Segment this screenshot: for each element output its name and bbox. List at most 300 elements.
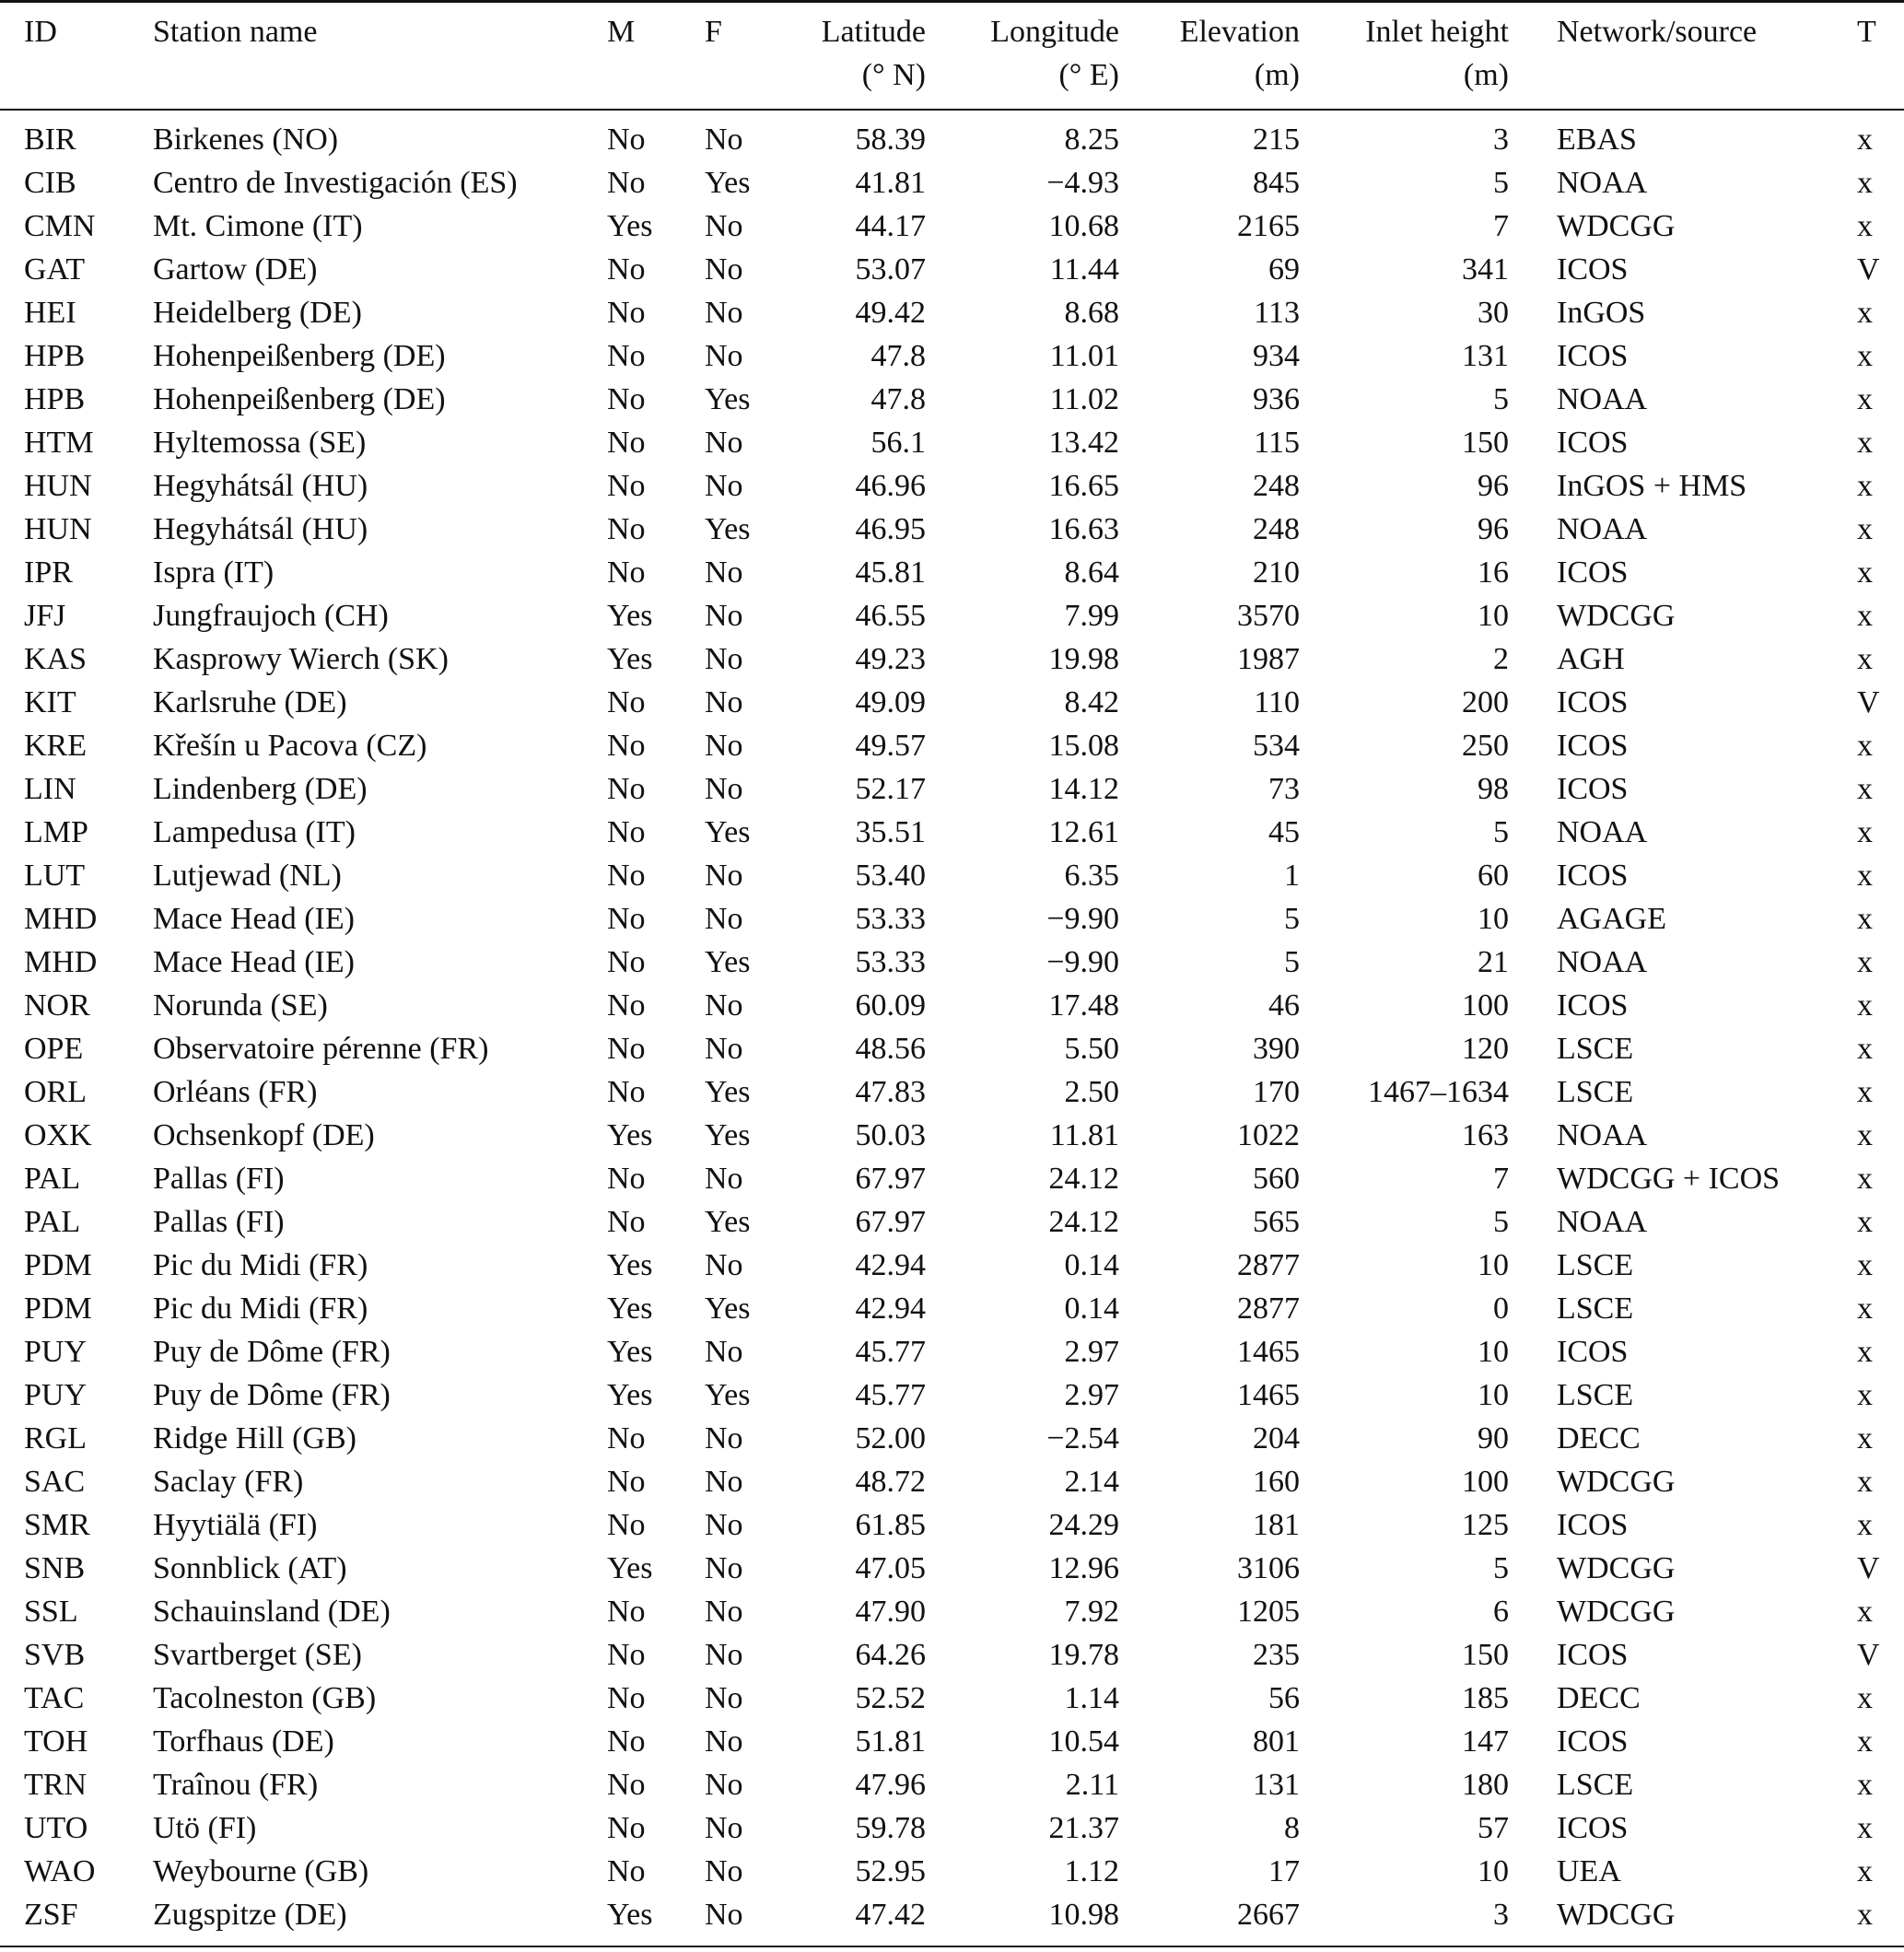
cell-m: No (607, 1075, 646, 1109)
table-row (0, 1287, 1904, 1330)
cell-longitude: 8.25 (1064, 123, 1119, 157)
cell-m: No (607, 685, 646, 719)
cell-network-source: DECC (1557, 1681, 1641, 1715)
cell-station-name: Lampedusa (IT) (153, 815, 356, 849)
cell-f: No (705, 1551, 743, 1585)
cell-latitude: 64.26 (855, 1638, 926, 1672)
cell-t: x (1857, 815, 1873, 849)
cell-latitude: 49.42 (855, 296, 926, 330)
cell-network-source: ICOS (1557, 252, 1629, 286)
cell-inlet-height: 100 (1462, 1465, 1509, 1499)
cell-elevation: 534 (1253, 729, 1300, 763)
cell-elevation: 845 (1253, 166, 1300, 200)
cell-latitude: 47.90 (855, 1595, 926, 1629)
cell-latitude: 49.57 (855, 729, 926, 763)
cell-longitude: −4.93 (1046, 166, 1119, 200)
cell-inlet-height: 5 (1493, 382, 1509, 416)
cell-longitude: 12.96 (1048, 1551, 1119, 1585)
cell-latitude: 47.83 (855, 1075, 926, 1109)
cell-latitude: 45.77 (855, 1335, 926, 1369)
cell-inlet-height: 60 (1478, 859, 1509, 893)
cell-id: TAC (24, 1681, 85, 1715)
cell-inlet-height: 200 (1462, 685, 1509, 719)
cell-longitude: 0.14 (1064, 1248, 1119, 1282)
cell-elevation: 160 (1253, 1465, 1300, 1499)
cell-inlet-height: 250 (1462, 729, 1509, 763)
cell-latitude: 61.85 (855, 1508, 926, 1542)
cell-f: No (705, 1681, 743, 1715)
cell-longitude: 19.98 (1048, 642, 1119, 676)
cell-latitude: 49.09 (855, 685, 926, 719)
cell-t: x (1857, 339, 1873, 373)
cell-network-source: WDCGG (1557, 1898, 1676, 1932)
cell-longitude: 11.02 (1049, 382, 1119, 416)
table-row (0, 1633, 1904, 1677)
cell-inlet-height: 5 (1493, 1205, 1509, 1239)
cell-latitude: 59.78 (855, 1811, 926, 1845)
cell-f: No (705, 1508, 743, 1542)
cell-inlet-height: 1467–1634 (1368, 1075, 1509, 1109)
cell-latitude: 46.95 (855, 512, 926, 546)
cell-f: No (705, 555, 743, 590)
cell-station-name: Hegyhátsál (HU) (153, 469, 368, 503)
cell-t: x (1857, 859, 1873, 893)
cell-f: No (705, 1854, 743, 1888)
cell-t: x (1857, 945, 1873, 979)
cell-longitude: 11.44 (1049, 252, 1119, 286)
cell-longitude: 7.92 (1064, 1595, 1119, 1629)
table-row (0, 897, 1904, 941)
table-row (0, 1677, 1904, 1720)
cell-id: RGL (24, 1421, 87, 1455)
cell-station-name: Puy de Dôme (FR) (153, 1335, 391, 1369)
cell-station-name: Birkenes (NO) (153, 123, 339, 157)
cell-id: SNB (24, 1551, 86, 1585)
cell-station-name: Orléans (FR) (153, 1075, 318, 1109)
table-row (0, 1503, 1904, 1547)
cell-t: x (1857, 512, 1873, 546)
cell-inlet-height: 10 (1478, 902, 1509, 936)
cell-id: CIB (24, 166, 76, 200)
header-t-label: T (1857, 15, 1876, 49)
cell-elevation: 69 (1268, 252, 1300, 286)
cell-latitude: 52.52 (855, 1681, 926, 1715)
cell-f: No (705, 209, 743, 243)
table-row (0, 811, 1904, 854)
cell-latitude: 50.03 (855, 1118, 926, 1152)
cell-t: x (1857, 1248, 1873, 1282)
table-row (0, 1027, 1904, 1070)
cell-f: No (705, 1248, 743, 1282)
cell-id: OXK (24, 1118, 92, 1152)
cell-network-source: NOAA (1557, 945, 1648, 979)
cell-network-source: ICOS (1557, 1724, 1629, 1759)
cell-station-name: Kasprowy Wierch (SK) (153, 642, 449, 676)
header-network-source (1509, 2, 1813, 111)
cell-network-source: ICOS (1557, 772, 1629, 806)
table-row (0, 291, 1904, 334)
table-row (0, 984, 1904, 1027)
cell-elevation: 181 (1253, 1508, 1300, 1542)
cell-inlet-height: 2 (1493, 642, 1509, 676)
cell-latitude: 52.95 (855, 1854, 926, 1888)
table-row (0, 421, 1904, 464)
table-row (0, 1417, 1904, 1460)
table-row (0, 1373, 1904, 1417)
cell-station-name: Lindenberg (DE) (153, 772, 368, 806)
cell-elevation: 390 (1253, 1032, 1300, 1066)
cell-network-source: WDCGG (1557, 1465, 1676, 1499)
cell-m: No (607, 555, 646, 590)
cell-longitude: 11.01 (1049, 339, 1119, 373)
cell-inlet-height: 16 (1478, 555, 1509, 590)
header-f-label: F (705, 15, 722, 49)
cell-t: x (1857, 166, 1873, 200)
cell-longitude: 2.14 (1064, 1465, 1119, 1499)
cell-inlet-height: 131 (1462, 339, 1509, 373)
cell-elevation: 565 (1253, 1205, 1300, 1239)
header-longitude (926, 2, 1119, 111)
table-row (0, 378, 1904, 421)
cell-station-name: Observatoire pérenne (FR) (153, 1032, 489, 1066)
cell-elevation: 1 (1284, 859, 1300, 893)
cell-id: HPB (24, 382, 86, 416)
cell-id: KRE (24, 729, 87, 763)
cell-network-source: InGOS + HMS (1557, 469, 1747, 503)
cell-elevation: 204 (1253, 1421, 1300, 1455)
cell-id: SSL (24, 1595, 78, 1629)
cell-id: ZSF (24, 1898, 78, 1932)
cell-f: No (705, 859, 743, 893)
cell-longitude: 16.65 (1048, 469, 1119, 503)
cell-t: x (1857, 1162, 1873, 1196)
table-row (0, 161, 1904, 205)
cell-inlet-height: 30 (1478, 296, 1509, 330)
cell-latitude: 44.17 (855, 209, 926, 243)
cell-longitude: 24.29 (1048, 1508, 1119, 1542)
cell-network-source: AGH (1557, 642, 1625, 676)
cell-id: BIR (24, 123, 76, 157)
cell-elevation: 56 (1268, 1681, 1300, 1715)
cell-elevation: 210 (1253, 555, 1300, 590)
cell-f: No (705, 599, 743, 633)
cell-m: No (607, 339, 646, 373)
cell-t: x (1857, 1595, 1873, 1629)
cell-m: Yes (607, 209, 653, 243)
cell-network-source: WDCGG (1557, 599, 1676, 633)
cell-f: Yes (705, 815, 751, 849)
cell-elevation: 801 (1253, 1724, 1300, 1759)
cell-latitude: 41.81 (855, 166, 926, 200)
cell-t: x (1857, 1118, 1873, 1152)
table-row (0, 464, 1904, 508)
cell-id: NOR (24, 988, 90, 1023)
cell-inlet-height: 163 (1462, 1118, 1509, 1152)
cell-id: SMR (24, 1508, 90, 1542)
cell-network-source: ICOS (1557, 426, 1629, 460)
cell-longitude: 21.37 (1048, 1811, 1119, 1845)
cell-inlet-height: 10 (1478, 1854, 1509, 1888)
cell-f: No (705, 123, 743, 157)
cell-f: No (705, 902, 743, 936)
cell-elevation: 110 (1254, 685, 1300, 719)
cell-elevation: 560 (1253, 1162, 1300, 1196)
cell-longitude: 17.48 (1048, 988, 1119, 1023)
cell-elevation: 46 (1268, 988, 1300, 1023)
cell-elevation: 73 (1268, 772, 1300, 806)
cell-f: No (705, 988, 743, 1023)
cell-elevation: 2667 (1237, 1898, 1300, 1932)
cell-station-name: Mt. Cimone (IT) (153, 209, 363, 243)
cell-elevation: 235 (1253, 1638, 1300, 1672)
cell-inlet-height: 5 (1493, 815, 1509, 849)
cell-station-name: Weybourne (GB) (153, 1854, 369, 1888)
cell-station-name: Heidelberg (DE) (153, 296, 362, 330)
cell-inlet-height: 10 (1478, 1248, 1509, 1282)
cell-f: No (705, 1162, 743, 1196)
cell-latitude: 53.07 (855, 252, 926, 286)
cell-id: MHD (24, 945, 98, 979)
cell-f: No (705, 426, 743, 460)
cell-f: No (705, 772, 743, 806)
cell-m: Yes (607, 1378, 653, 1412)
cell-id: KIT (24, 685, 76, 719)
cell-m: No (607, 1032, 646, 1066)
cell-elevation: 170 (1253, 1075, 1300, 1109)
cell-inlet-height: 10 (1478, 599, 1509, 633)
cell-elevation: 113 (1254, 296, 1300, 330)
cell-inlet-height: 341 (1462, 252, 1509, 286)
cell-elevation: 1465 (1237, 1335, 1300, 1369)
cell-f: Yes (705, 166, 751, 200)
header-latitude (802, 2, 926, 111)
cell-inlet-height: 21 (1478, 945, 1509, 979)
cell-m: Yes (607, 1335, 653, 1369)
header-inlet-height-label: Inlet height (1365, 15, 1509, 49)
cell-inlet-height: 10 (1478, 1335, 1509, 1369)
cell-elevation: 115 (1254, 426, 1300, 460)
table-row (0, 594, 1904, 637)
cell-m: Yes (607, 1551, 653, 1585)
cell-m: No (607, 1681, 646, 1715)
cell-network-source: WDCGG (1557, 1595, 1676, 1629)
cell-latitude: 52.00 (855, 1421, 926, 1455)
cell-m: No (607, 1854, 646, 1888)
cell-station-name: Hyltemossa (SE) (153, 426, 367, 460)
cell-f: No (705, 1768, 743, 1802)
table-row (0, 1806, 1904, 1850)
cell-station-name: Křešín u Pacova (CZ) (153, 729, 427, 763)
cell-m: No (607, 945, 646, 979)
cell-station-name: Pic du Midi (FR) (153, 1292, 368, 1326)
cell-longitude: 8.68 (1064, 296, 1119, 330)
cell-inlet-height: 125 (1462, 1508, 1509, 1542)
cell-t: x (1857, 209, 1873, 243)
cell-f: Yes (705, 1292, 751, 1326)
table-row (0, 1590, 1904, 1633)
cell-id: GAT (24, 252, 86, 286)
cell-elevation: 17 (1268, 1854, 1300, 1888)
cell-id: HTM (24, 426, 94, 460)
cell-latitude: 53.40 (855, 859, 926, 893)
cell-latitude: 48.56 (855, 1032, 926, 1066)
cell-latitude: 45.77 (855, 1378, 926, 1412)
cell-network-source: EBAS (1557, 123, 1637, 157)
cell-latitude: 52.17 (855, 772, 926, 806)
cell-t: x (1857, 1032, 1873, 1066)
cell-latitude: 42.94 (855, 1248, 926, 1282)
cell-longitude: 5.50 (1064, 1032, 1119, 1066)
cell-f: No (705, 685, 743, 719)
cell-longitude: 11.81 (1049, 1118, 1119, 1152)
cell-m: No (607, 512, 646, 546)
cell-longitude: 15.08 (1048, 729, 1119, 763)
cell-inlet-height: 96 (1478, 512, 1509, 546)
cell-inlet-height: 150 (1462, 1638, 1509, 1672)
cell-m: Yes (607, 1248, 653, 1282)
cell-m: No (607, 1205, 646, 1239)
cell-f: No (705, 1811, 743, 1845)
table-row (0, 767, 1904, 811)
cell-m: Yes (607, 1292, 653, 1326)
table-row (0, 854, 1904, 897)
cell-longitude: 6.35 (1064, 859, 1119, 893)
header-network-source-label: Network/source (1557, 15, 1758, 49)
cell-id: OPE (24, 1032, 84, 1066)
cell-station-name: Hegyhátsál (HU) (153, 512, 368, 546)
cell-network-source: DECC (1557, 1421, 1641, 1455)
cell-inlet-height: 0 (1493, 1292, 1509, 1326)
cell-station-name: Centro de Investigación (ES) (153, 166, 518, 200)
header-id-label: ID (24, 15, 57, 49)
cell-t: x (1857, 555, 1873, 590)
cell-network-source: ICOS (1557, 555, 1629, 590)
cell-longitude: 24.12 (1048, 1205, 1119, 1239)
cell-m: No (607, 729, 646, 763)
header-elevation-label: Elevation (1179, 15, 1300, 49)
cell-id: PAL (24, 1205, 81, 1239)
table-row (0, 334, 1904, 378)
cell-latitude: 53.33 (855, 902, 926, 936)
cell-station-name: Karlsruhe (DE) (153, 685, 347, 719)
cell-network-source: NOAA (1557, 1205, 1648, 1239)
cell-id: SAC (24, 1465, 86, 1499)
cell-latitude: 46.55 (855, 599, 926, 633)
cell-m: No (607, 166, 646, 200)
cell-f: Yes (705, 1205, 751, 1239)
cell-f: Yes (705, 382, 751, 416)
cell-latitude: 47.8 (870, 339, 926, 373)
cell-station-name: Pic du Midi (FR) (153, 1248, 368, 1282)
header-longitude-unit: (° E) (1058, 58, 1119, 92)
cell-t: x (1857, 1508, 1873, 1542)
cell-t: x (1857, 1335, 1873, 1369)
cell-m: No (607, 469, 646, 503)
cell-t: x (1857, 772, 1873, 806)
cell-id: SVB (24, 1638, 86, 1672)
cell-id: PUY (24, 1335, 88, 1369)
cell-t: x (1857, 1854, 1873, 1888)
cell-t: V (1857, 1638, 1880, 1672)
header-m (607, 2, 705, 111)
cell-f: No (705, 339, 743, 373)
cell-longitude: 10.98 (1048, 1898, 1119, 1932)
cell-f: No (705, 1032, 743, 1066)
table-row (0, 1244, 1904, 1287)
cell-longitude: 19.78 (1048, 1638, 1119, 1672)
cell-latitude: 51.81 (855, 1724, 926, 1759)
cell-t: x (1857, 1292, 1873, 1326)
cell-t: x (1857, 1768, 1873, 1802)
cell-elevation: 2877 (1237, 1248, 1300, 1282)
table-row (0, 1547, 1904, 1590)
cell-id: TOH (24, 1724, 88, 1759)
cell-elevation: 934 (1253, 339, 1300, 373)
cell-network-source: LSCE (1557, 1768, 1634, 1802)
cell-id: HUN (24, 469, 92, 503)
cell-m: No (607, 1811, 646, 1845)
cell-m: Yes (607, 1118, 653, 1152)
cell-latitude: 49.23 (855, 642, 926, 676)
cell-m: No (607, 1162, 646, 1196)
header-elevation-unit: (m) (1254, 58, 1300, 92)
cell-inlet-height: 98 (1478, 772, 1509, 806)
cell-t: x (1857, 296, 1873, 330)
cell-inlet-height: 100 (1462, 988, 1509, 1023)
cell-f: No (705, 469, 743, 503)
cell-elevation: 215 (1253, 123, 1300, 157)
table-row (0, 508, 1904, 551)
cell-m: No (607, 382, 646, 416)
cell-f: Yes (705, 1075, 751, 1109)
cell-m: No (607, 1508, 646, 1542)
cell-f: No (705, 729, 743, 763)
cell-inlet-height: 90 (1478, 1421, 1509, 1455)
cell-elevation: 8 (1284, 1811, 1300, 1845)
cell-longitude: 7.99 (1064, 599, 1119, 633)
table-header-row (0, 2, 1904, 111)
cell-elevation: 248 (1253, 469, 1300, 503)
table-row (0, 724, 1904, 767)
cell-network-source: ICOS (1557, 339, 1629, 373)
cell-inlet-height: 3 (1493, 123, 1509, 157)
cell-longitude: 14.12 (1048, 772, 1119, 806)
header-elevation (1119, 2, 1300, 111)
cell-latitude: 47.42 (855, 1898, 926, 1932)
cell-t: x (1857, 988, 1873, 1023)
cell-inlet-height: 10 (1478, 1378, 1509, 1412)
cell-m: Yes (607, 642, 653, 676)
cell-t: x (1857, 1898, 1873, 1932)
cell-latitude: 60.09 (855, 988, 926, 1023)
cell-network-source: LSCE (1557, 1248, 1634, 1282)
cell-station-name: Saclay (FR) (153, 1465, 304, 1499)
cell-m: No (607, 902, 646, 936)
cell-network-source: UEA (1557, 1854, 1621, 1888)
cell-m: No (607, 123, 646, 157)
cell-network-source: NOAA (1557, 512, 1648, 546)
cell-station-name: Ispra (IT) (153, 555, 275, 590)
cell-inlet-height: 96 (1478, 469, 1509, 503)
cell-inlet-height: 5 (1493, 1551, 1509, 1585)
cell-station-name: Pallas (FI) (153, 1205, 285, 1239)
cell-id: MHD (24, 902, 98, 936)
cell-station-name: Hyytiälä (FI) (153, 1508, 318, 1542)
cell-elevation: 5 (1284, 902, 1300, 936)
table-row (0, 1460, 1904, 1503)
cell-f: No (705, 642, 743, 676)
cell-station-name: Puy de Dôme (FR) (153, 1378, 391, 1412)
